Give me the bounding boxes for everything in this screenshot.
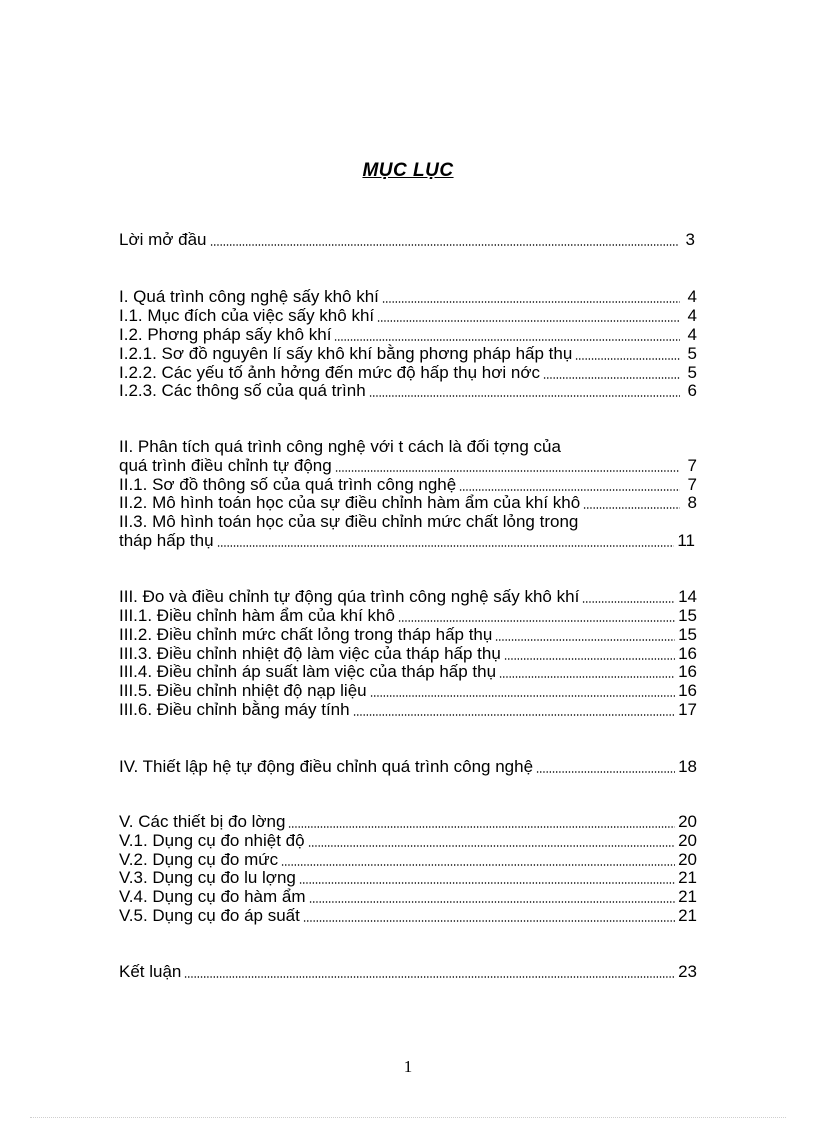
dot-leader [210, 244, 679, 246]
toc-label: quá trình điều chỉnh tự động [119, 456, 332, 475]
toc-entry-section-2-3-line1[interactable]: II.3. Mô hình toán học của sự điều chỉnh mức chất lỏng trong [119, 512, 579, 531]
dot-leader [353, 714, 675, 716]
toc-entry-section-1[interactable] [119, 287, 697, 307]
toc-label: I.2.2. Các yếu tố ảnh hởng đến mức độ hấp thụ hơi nớc [119, 363, 540, 382]
toc-label: III.1. Điều chỉnh hàm ẩm của khí khô [119, 606, 395, 625]
toc-page-number: 5 [687, 363, 697, 382]
toc-entry-section-1-2-3[interactable] [119, 381, 697, 401]
toc-entry-section-1-2-1[interactable] [119, 344, 697, 364]
toc-label: V.4. Dụng cụ đo hàm ẩm [119, 887, 306, 906]
page-number: 1 [403, 1057, 413, 1076]
dot-leader [582, 601, 675, 603]
dot-leader [288, 826, 675, 828]
toc-label: III.3. Điều chỉnh nhiệt độ làm việc của tháp hấp thụ [119, 644, 501, 663]
toc-label: I.1. Mục đích của việc sấy khô khí [119, 306, 375, 325]
toc-entry-conclusion[interactable] [119, 962, 697, 982]
toc-label: III.4. Điều chỉnh áp suất làm việc của tháp hấp thụ [119, 662, 497, 681]
toc-label: II.2. Mô hình toán học của sự điều chỉnh hàm ẩm của khí khô [119, 493, 581, 512]
toc-label: V. Các thiết bị đo lờng [119, 812, 286, 831]
toc-label: V.1. Dụng cụ đo nhiệt độ [119, 831, 305, 850]
toc-label: III. Đo và điều chỉnh tự động qúa trình công nghệ sấy khô khí [119, 587, 580, 606]
toc-page-number: 8 [687, 493, 697, 512]
toc-entry-section-5-3[interactable] [119, 868, 697, 888]
dot-leader [303, 920, 675, 922]
dot-leader [370, 695, 675, 697]
toc-entry-section-2[interactable] [119, 456, 697, 476]
toc-page-number: 7 [687, 475, 697, 494]
toc-entry-section-3-2[interactable] [119, 625, 697, 645]
dot-leader [495, 639, 675, 641]
dot-leader [309, 901, 676, 903]
dot-leader [543, 377, 680, 379]
toc-label: Kết luận [119, 962, 182, 981]
toc-page-number: 16 [678, 644, 697, 663]
toc-label: V.2. Dụng cụ đo mức [119, 850, 279, 869]
toc-entry-section-5-4[interactable] [119, 887, 697, 907]
dot-leader [398, 620, 675, 622]
dot-leader [217, 545, 675, 547]
toc-entry-section-5[interactable] [119, 812, 697, 832]
toc-entry-section-3-5[interactable] [119, 681, 697, 701]
toc-page-number: 4 [687, 306, 697, 325]
toc-page-number: 23 [678, 962, 697, 981]
toc-label: III.5. Điều chỉnh nhiệt độ nạp liệu [119, 681, 367, 700]
toc-page-number: 14 [678, 587, 697, 606]
toc-label: I. Quá trình công nghệ sấy khô khí [119, 287, 379, 306]
dot-leader [377, 320, 680, 322]
toc-page-number: 4 [687, 325, 697, 344]
toc-page-number: 11 [677, 531, 695, 550]
toc-label: I.2. Phơng pháp sấy khô khí [119, 325, 332, 344]
toc-page-number: 21 [678, 887, 697, 906]
toc-page-number: 16 [678, 662, 697, 681]
page-bottom-divider [30, 1117, 786, 1119]
dot-leader [281, 864, 675, 866]
dot-leader [575, 358, 680, 360]
toc-page-number: 3 [685, 230, 695, 249]
dot-leader [504, 658, 675, 660]
toc-page-number: 7 [687, 456, 697, 475]
dot-leader [459, 489, 680, 491]
dot-leader [382, 301, 680, 303]
toc-page-number: 6 [687, 381, 697, 400]
toc-label: V.5. Dụng cụ đo áp suất [119, 906, 300, 925]
toc-page-number: 20 [678, 850, 697, 869]
toc-page-number: 21 [678, 868, 697, 887]
toc-entry-section-2-3[interactable] [119, 531, 695, 551]
toc-entry-section-1-2-2[interactable] [119, 363, 697, 383]
toc-label: I.2.3. Các thông số của quá trình [119, 381, 366, 400]
toc-page-number: 15 [678, 625, 697, 644]
dot-leader [536, 771, 675, 773]
toc-entry-section-1-2[interactable] [119, 325, 697, 345]
page-title: MỤC LỤC [362, 160, 454, 181]
dot-leader [334, 339, 680, 341]
dot-leader [583, 507, 680, 509]
toc-label: I.2.1. Sơ đồ nguyên lí sấy khô khí bằng phơng pháp hấp thụ [119, 344, 573, 363]
dot-leader [335, 470, 680, 472]
toc-label: V.3. Dụng cụ đo lu lợng [119, 868, 296, 887]
toc-page-number: 15 [678, 606, 697, 625]
toc-label: IV. Thiết lập hệ tự động điều chỉnh quá trình công nghệ [119, 757, 534, 776]
toc-entry-section-4[interactable] [119, 757, 697, 777]
toc-page-number: 5 [687, 344, 697, 363]
dot-leader [184, 976, 675, 978]
toc-entry-section-2-2[interactable] [119, 493, 697, 513]
toc-entry-section-3-4[interactable] [119, 662, 697, 682]
toc-entry-section-2-1[interactable] [119, 475, 697, 495]
toc-entry-section-5-2[interactable] [119, 850, 697, 870]
toc-page-number: 20 [678, 812, 697, 831]
dot-leader [299, 882, 675, 884]
toc-entry-section-2-line1[interactable]: II. Phân tích quá trình công nghệ với t cách là đối tợng của [119, 437, 561, 456]
toc-page-number: 20 [678, 831, 697, 850]
toc-label: II.1. Sơ đồ thông số của quá trình công nghệ [119, 475, 457, 494]
toc-label: tháp hấp thụ [119, 531, 214, 550]
toc-entry-section-5-1[interactable] [119, 831, 697, 851]
toc-entry-section-5-5[interactable] [119, 906, 697, 926]
toc-entry-section-3-3[interactable] [119, 644, 697, 664]
toc-entry-section-3[interactable] [119, 587, 697, 607]
toc-label: III.2. Điều chỉnh mức chất lỏng trong tháp hấp thụ [119, 625, 493, 644]
dot-leader [499, 676, 675, 678]
toc-entry-intro[interactable] [119, 230, 695, 250]
dot-leader [308, 845, 676, 847]
toc-page-number: 21 [678, 906, 697, 925]
dot-leader [369, 395, 680, 397]
toc-page-number: 18 [678, 757, 697, 776]
toc-entry-section-3-1[interactable] [119, 606, 697, 626]
toc-label: Lời mở đầu [119, 230, 207, 249]
toc-label: III.6. Điều chỉnh bằng máy tính [119, 700, 350, 719]
toc-page-number: 17 [678, 700, 697, 719]
toc-page-number: 16 [678, 681, 697, 700]
toc-page-number: 4 [687, 287, 697, 306]
toc-entry-section-1-1[interactable] [119, 306, 697, 326]
toc-entry-section-3-6[interactable] [119, 700, 697, 720]
